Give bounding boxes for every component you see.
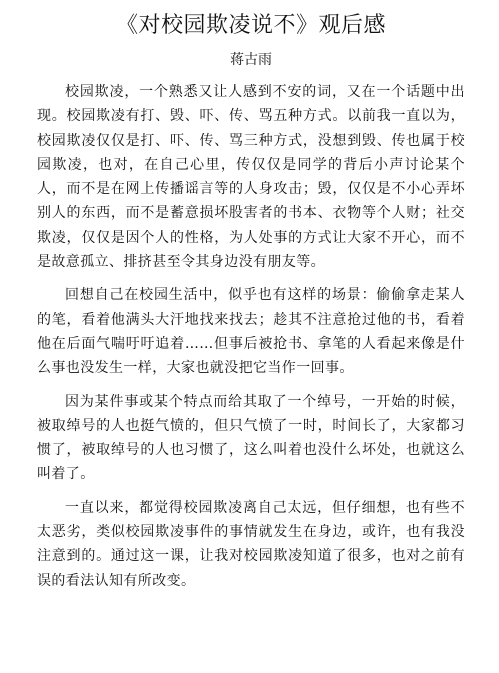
- paragraph-4: 一直以来，都觉得校园欺凌离自己太远，但仔细想，也有些不太恶劣，类似校园欺凌事件的事情就发生在身边，或许，也有我没注意到的。通过这一课，让我对校园欺凌知道了很多，也对之前有误的看法认知有所改变。: [37, 499, 465, 589]
- paragraph-3: 因为某件事或某个特点而给其取了一个绰号，一开始的时候，被取绰号的人也挺气愤的，但只气愤了一时，时间长了，大家都习惯了，被取绰号的人也习惯了，这么叫着也没什么坏处，也就这么叫着了。: [37, 393, 465, 483]
- document-title: 《对校园欺凌说不》观后感: [115, 13, 386, 38]
- paragraph-2: 回想自己在校园生活中，似乎也有这样的场景：偷偷拿走某人的笔，看着他满头大汗地找来找去；趁其不注意抢过他的书，看着他在后面气喘吁吁追着……但事后被抢书、拿笔的人看起来像是什么事也没发生一样，大家也就没把它当作一回事。: [37, 287, 465, 377]
- author-name: 蒋古雨: [230, 52, 272, 68]
- paragraph-1: 校园欺凌，一个熟悉又让人感到不安的词，又在一个话题中出现。校园欺凌有打、毁、吓、传、骂五种方式。以前我一直以为，校园欺凌仅仅是打、吓、传、骂三种方式，没想到毁、传也属于校园欺凌，也对，在自己心里，传仅仅是同学的背后小声讨论某个人，而不是在网上传播谣言等的人身攻击；毁，仅仅是不小心弄坏别人的东西，而不是蓄意损坏股害者的书本、衣物等个人财；社交欺凌，仅仅是因个人的性格，为人处事的方式让大家不开心，而不是故意孤立、排挤甚至令其身边没有朋友等。: [37, 84, 465, 271]
